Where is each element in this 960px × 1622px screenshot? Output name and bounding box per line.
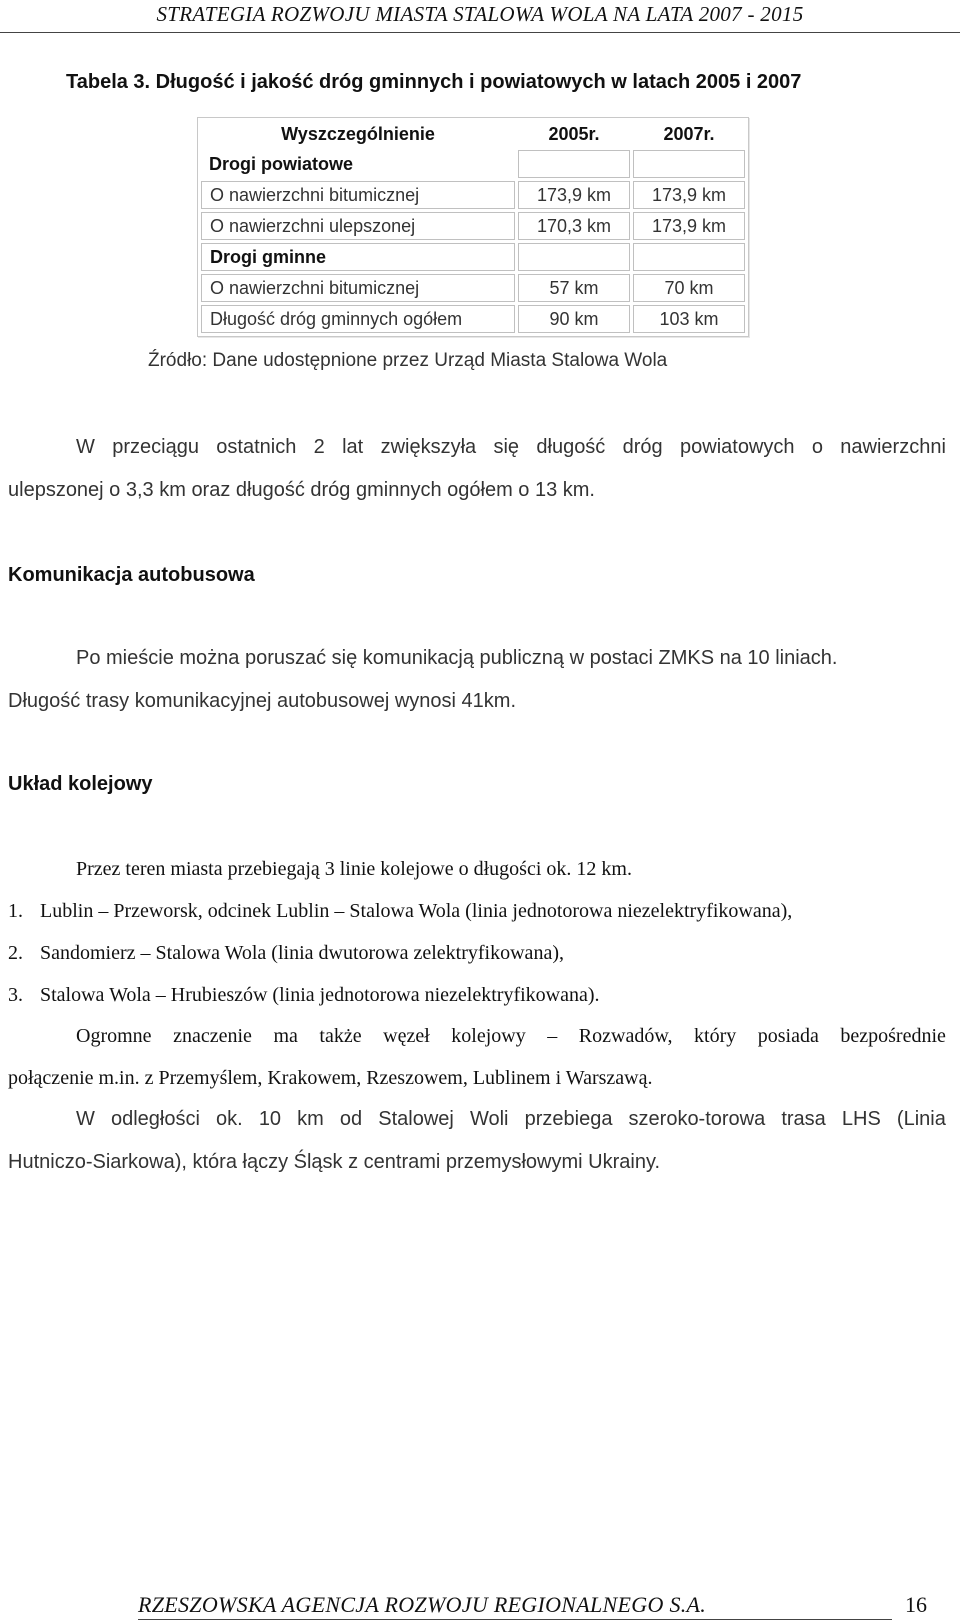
paragraph-line: połączenie m.in. z Przemyślem, Krakowem, Rzeszowem, Lublinem i Warszawą. — [8, 1067, 653, 1089]
paragraph-line: Przez teren miasta przebiegają 3 linie kolejowe o długości ok. 12 km. — [76, 858, 632, 880]
table-cell: Drogi powiatowe — [209, 153, 353, 174]
word: zwiększyła — [380, 436, 477, 458]
page-number: 16 — [905, 1592, 927, 1617]
word: kolejowy — [451, 1025, 526, 1047]
table-row — [201, 150, 745, 178]
table-cell: Długość dróg gminnych ogółem — [201, 305, 515, 333]
word: nawierzchni — [840, 436, 946, 458]
word: trasa — [781, 1108, 826, 1130]
list-number: 3. — [8, 984, 23, 1006]
paragraph-line: Długość trasy komunikacyjnej autobusowej wynosi 41km. — [8, 690, 517, 712]
table-cell — [633, 243, 745, 271]
table-source: Źródło: Dane udostępnione przez Urząd Miasta Stalowa Wola — [148, 350, 668, 371]
section-heading: Układ kolejowy — [8, 773, 153, 795]
table-cell: 90 km — [518, 305, 630, 333]
table-cell: 103 km — [633, 305, 745, 333]
list-number: 2. — [8, 942, 23, 964]
table-cell: O nawierzchni ulepszonej — [201, 212, 515, 240]
word: ma — [273, 1025, 298, 1047]
table-cell: 173,9 km — [633, 181, 745, 209]
table-cell: 173,9 km — [518, 181, 630, 209]
section-heading: Komunikacja autobusowa — [8, 564, 255, 586]
word: km — [297, 1108, 324, 1130]
word: Stalowej — [378, 1108, 454, 1130]
list-number: 1. — [8, 900, 23, 922]
footer-rule — [138, 1619, 892, 1620]
word: (Linia — [896, 1108, 946, 1130]
word: się — [493, 436, 520, 458]
list-item — [8, 900, 792, 923]
table-row — [201, 305, 745, 333]
word: ostatnich — [216, 436, 297, 458]
table-cell: 57 km — [518, 274, 630, 302]
table-row — [201, 274, 745, 302]
table-row — [201, 181, 745, 209]
table-cell — [633, 150, 745, 178]
word: Ogromne — [76, 1025, 152, 1047]
table-cell: 173,9 km — [633, 212, 745, 240]
word: LHS — [841, 1108, 881, 1130]
word: posiada — [757, 1025, 819, 1047]
word: dróg — [622, 436, 663, 458]
table-cell: O nawierzchni bitumicznej — [201, 181, 515, 209]
word: 2 — [313, 436, 325, 458]
word: od — [339, 1108, 363, 1130]
word: ok. — [216, 1108, 243, 1130]
word: przeciągu — [112, 436, 199, 458]
justified-line — [8, 436, 946, 459]
word: Rozwadów, — [578, 1025, 673, 1047]
list-text: Stalowa Wola – Hrubieszów (linia jednotorowa niezelektryfikowana). — [40, 984, 600, 1006]
word: który — [694, 1025, 737, 1047]
word: odległości — [110, 1108, 200, 1130]
table-cell: 170,3 km — [518, 212, 630, 240]
word: powiatowych — [680, 436, 795, 458]
table-cell — [518, 150, 630, 178]
table-row — [201, 243, 745, 271]
word: także — [319, 1025, 362, 1047]
list-text: Lublin – Przeworsk, odcinek Lublin – Stalowa Wola (linia jednotorowa niezelektryfikowana), — [40, 900, 793, 922]
table-row — [201, 212, 745, 240]
running-header: STRATEGIA ROZWOJU MIASTA STALOWA WOLA NA LATA 2007 - 2015 — [156, 2, 804, 26]
list-text: Sandomierz – Stalowa Wola (linia dwutorowa zelektryfikowana), — [40, 942, 564, 964]
word: W — [76, 1108, 95, 1130]
list-item — [8, 984, 600, 1007]
word: – — [547, 1025, 558, 1047]
word: lat — [342, 436, 364, 458]
word: Woli — [469, 1108, 509, 1130]
word: szeroko-torowa — [628, 1108, 766, 1130]
word: W — [76, 436, 95, 458]
word: długość — [536, 436, 606, 458]
word: bezpośrednie — [840, 1025, 946, 1047]
header-cell: 2005r. — [548, 123, 600, 144]
word: 10 — [258, 1108, 282, 1130]
paragraph-line: Hutniczo-Siarkowa), która łączy Śląsk z centrami przemysłowymi Ukrainy. — [8, 1151, 661, 1173]
table-cell: Drogi gminne — [201, 243, 515, 271]
header-rule — [0, 32, 960, 33]
table-cell — [518, 243, 630, 271]
word: przebiega — [524, 1108, 613, 1130]
table-header-row — [201, 121, 745, 147]
roads-table — [197, 117, 749, 337]
word: węzeł — [383, 1025, 430, 1047]
header-cell: 2007r. — [663, 123, 715, 144]
running-footer: RZESZOWSKA AGENCJA ROZWOJU REGIONALNEGO S.A. — [138, 1592, 707, 1617]
paragraph-line: Po mieście można poruszać się komunikacją publiczną w postaci ZMKS na 10 liniach. — [76, 647, 838, 669]
list-item — [8, 942, 564, 965]
paragraph-line: ulepszonej o 3,3 km oraz długość dróg gminnych ogółem o 13 km. — [8, 479, 595, 501]
table-caption: Tabela 3. Długość i jakość dróg gminnych i powiatowych w latach 2005 i 2007 — [66, 71, 802, 93]
justified-line — [8, 1025, 946, 1048]
table-cell: 70 km — [633, 274, 745, 302]
word: znaczenie — [173, 1025, 252, 1047]
table-cell: O nawierzchni bitumicznej — [201, 274, 515, 302]
header-cell: Wyszczególnienie — [281, 123, 435, 144]
justified-line — [8, 1108, 946, 1131]
word: o — [811, 436, 823, 458]
